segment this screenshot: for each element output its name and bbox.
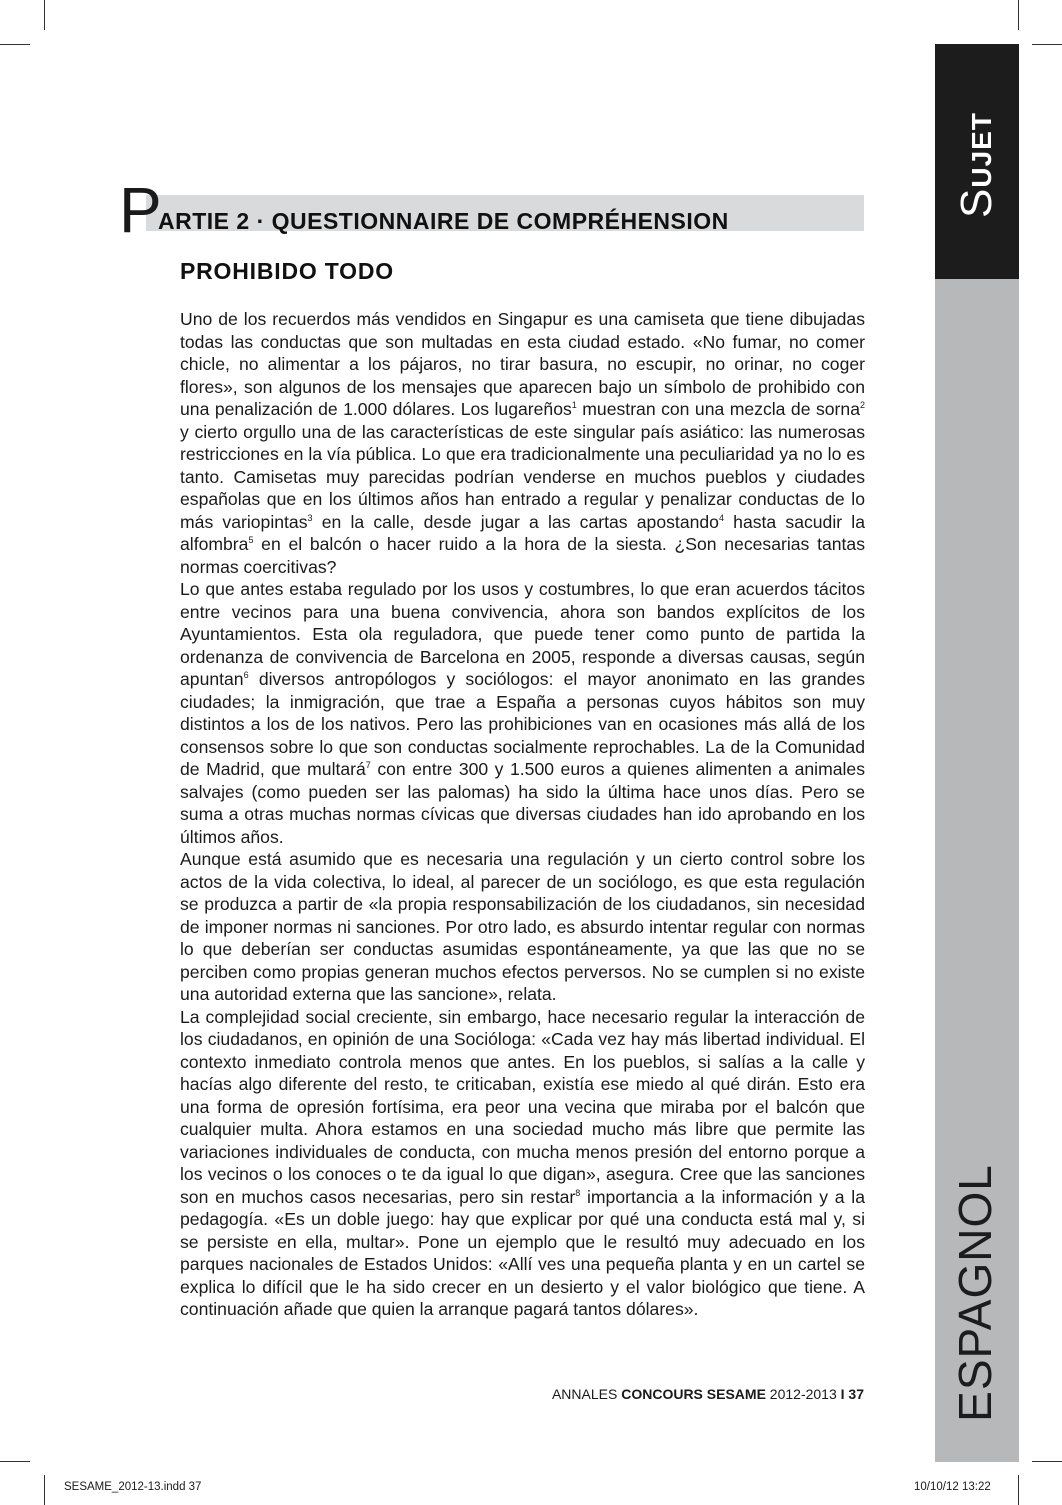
footnote-ref: 3 <box>307 512 313 523</box>
crop-mark <box>1032 44 1062 45</box>
print-slug-file: SESAME_2012-13.indd 37 <box>64 1481 202 1493</box>
footnote-ref: 1 <box>571 400 577 410</box>
crop-mark <box>44 0 45 30</box>
crop-mark <box>44 1475 45 1505</box>
footnote-ref: 4 <box>718 512 724 523</box>
footnote-ref: 7 <box>365 760 371 770</box>
subject-label: ESPAGNOL <box>949 1164 1001 1422</box>
footnote-ref: 5 <box>248 535 254 545</box>
heading-initial: P <box>119 174 162 246</box>
page-number: I 37 <box>840 1386 864 1402</box>
article-title: PROHIBIDO TODO <box>180 258 394 284</box>
crop-mark <box>0 44 30 45</box>
footnote-ref: 8 <box>575 1187 581 1198</box>
section-label-sujet: SUJET <box>952 112 1001 218</box>
page-heading: ARTIE 2 · QUESTIONNAIRE DE COMPRÉHENSION <box>158 208 729 234</box>
crop-mark <box>1018 0 1019 30</box>
crop-mark <box>1032 1461 1062 1462</box>
article-body <box>180 308 865 1321</box>
page-footer: ANNALES CONCOURS SESAME 2012-2013 I 37 <box>551 1386 864 1402</box>
footnote-ref: 2 <box>859 400 865 410</box>
print-slug-date: 10/10/12 13:22 <box>914 1481 991 1493</box>
crop-mark <box>1018 1475 1019 1505</box>
paragraph: La complejidad social creciente, sin embargo, hace necesario regular la interacción de los ciudadanos, en opinión de una Socióloga: «Cada vez hay más libertad individual. El contexto inmediato controla menos que antes. En los pueblos, si salías a la calle y hacías algo diferente del resto, te criticaban, existía ese miedo al qué dirán. Esto era una forma de opresión fortísima, era peor una vecina que miraba por el balcón que cualquier multa. Ahora estamos en una sociedad mucho más libre que permite las variaciones individuales de conducta, con mucha menos presión del entorno porque a los vecinos o los conoces o te da igual lo que digan», asegura. Cree que las sanciones son en muchos casos necesarias, pero sin restar$^8$ importancia a la información y a la pedagogía. «Es un doble juego: hay que explicar por qué una conducta está mal y, si se persiste en ella, multar». Pone un ejemplo que le resultó muy adecuado en los parques nacionales de Estados Unidos: «Allí ves una pequeña planta y en un cartel se explica lo difícil que le ha sido crecer en un desierto y el valor biológico que tiene. A continuación añade que quien la arranque pagará tantos dólares». <box>180 1006 865 1319</box>
paragraph: Lo que antes estaba regulado por los usos y costumbres, lo que eran acuerdos tácitos entre vecinos para una buena convivencia, ahora son bandos explícitos de los Ayuntamientos. Esta ola reguladora, que puede tener como punto de partida la ordenanza de convivencia de Barcelona en 2005, responde a diversas causas, según apuntan$^6$ diversos antropólogos y sociólogos: el mayor anonimato en las grandes ciudades; la inmigración, que trae a España a personas cuyos hábitos son muy distintos a los de los nativos. Pero las prohibiciones van en ocasiones más allá de los consensos sobre lo que son conductas socialmente reprochables. La de la Comunidad de Madrid, que multará$^7$ con entre 300 y 1.500 euros a quienes alimenten a animales salvajes (como pueden ser las palomas) ha sido la última hace unos días. Pero se suma a otras muchas normas cívicas que diversas ciudades han ido aprobando en los últimos años. <box>180 579 865 847</box>
footnote-ref: 6 <box>243 670 249 680</box>
paragraph: Aunque está asumido que es necesaria una regulación y un cierto control sobre los actos de la vida colectiva, lo ideal, al parecer de un sociólogo, es que esta regulación se produzca a partir de «la propia responsabilización de los ciudadanos, sin necesidad de imponer normas ni sanciones. Por otro lado, es absurdo intentar regular con normas lo que deberían ser conductas asumidas espontáneamente, ya que las que no se perciben como propias generan muchos efectos perversos. No se cumplen si no existe una autoridad externa que las sancione», relata. <box>180 849 865 1004</box>
paragraph: Uno de los recuerdos más vendidos en Singapur es una camiseta que tiene dibujadas todas las conductas que son multadas en esta ciudad estado. «No fumar, no comer chicle, no alimentar a los pájaros, no tirar basura, no escupir, no orinar, no coger flores», son algunos de los mensajes que aparecen bajo un símbolo de prohibido con una penalización de 1.000 dólares. Los lugareños$^1$ muestran con una mezcla de sorna$^2$ y cierto orgullo una de las características de este singular país asiático: las numerosas restricciones en la vía pública. Lo que era tradicionalmente una peculiaridad ya no lo es tanto. Camisetas muy parecidas podrían venderse en muchos pueblos y ciudades españolas que en los últimos años han entrado a regular y penalizar conductas de lo más variopintas$^3$ en la calle, desde jugar a las cartas apostando$^4$ hasta sacudir la alfombra$^5$ en el balcón o hacer ruido a la hora de la siesta. ¿Son necesarias tantas normas coercitivas? <box>180 309 865 577</box>
crop-mark <box>0 1461 30 1462</box>
